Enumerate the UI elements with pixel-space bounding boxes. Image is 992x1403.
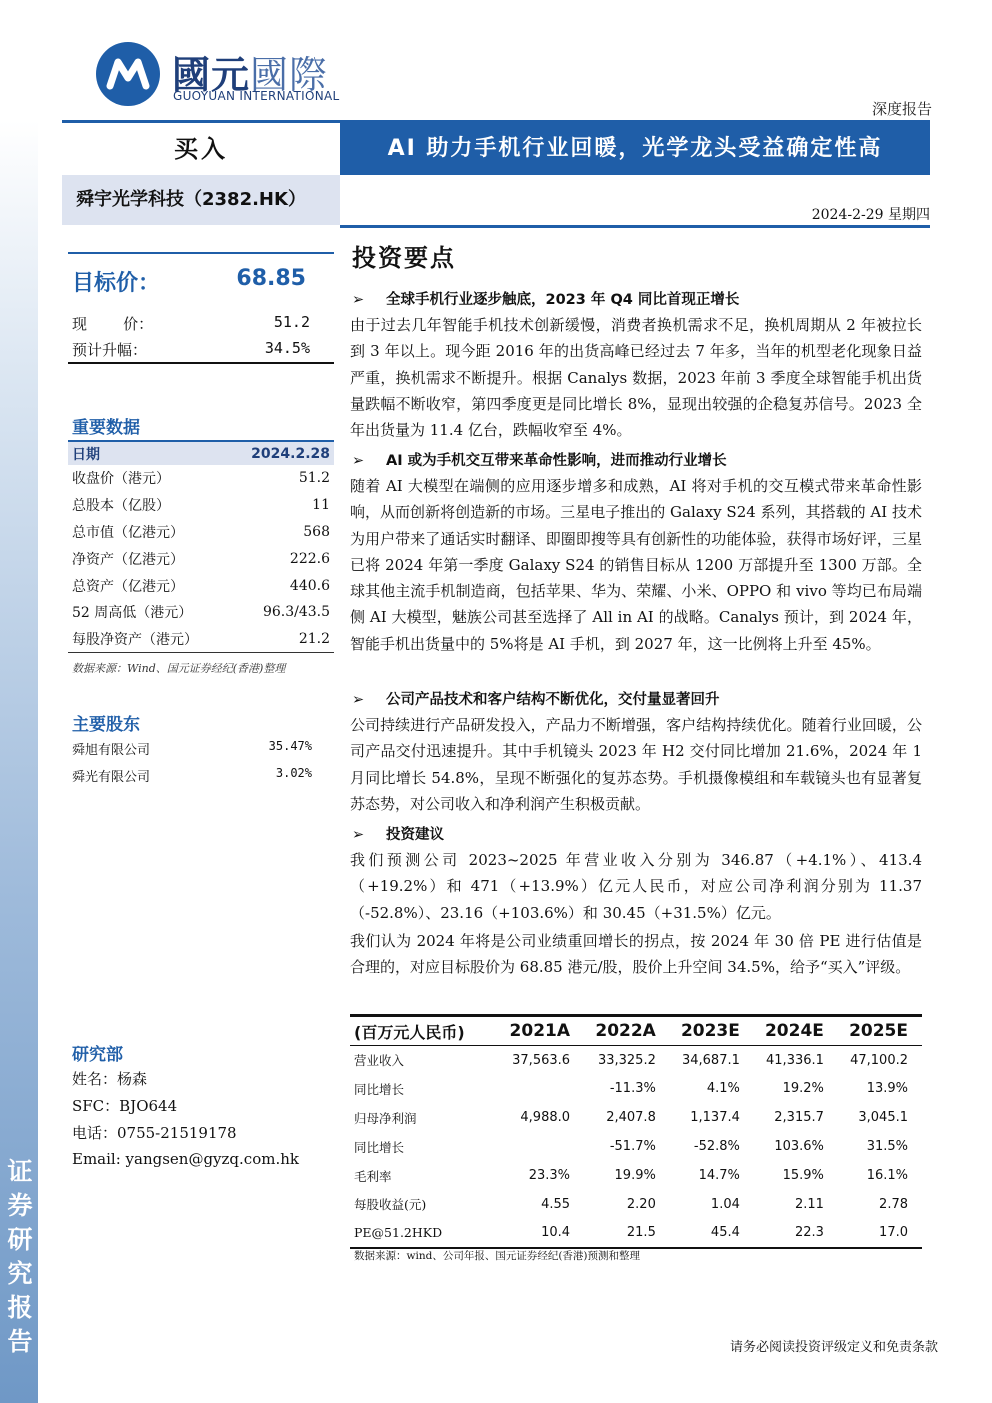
table-row: 总资产（亿港元） 440.6 — [72, 577, 330, 595]
table-row: 同比增长 -11.3% 4.1% 19.2% 13.9% — [354, 1081, 908, 1097]
research-heading: 研究部 — [72, 1045, 123, 1065]
price-divider-top — [68, 252, 334, 254]
analyst-phone: 电话：0755-21519178 — [72, 1124, 237, 1142]
target-price-value: 68.85 — [236, 266, 306, 291]
key-data-table — [68, 440, 334, 653]
table-row: 毛利率 23.3% 19.9% 14.7% 15.9% 16.1% — [354, 1168, 908, 1184]
shareholders-heading: 主要股东 — [72, 715, 140, 735]
disclaimer-footer: 请务必阅读投资评级定义和免责条款 — [729, 1340, 938, 1355]
current-price-value: 51.2 — [273, 313, 310, 331]
financial-source: 数据来源：wind、公司年报、国元证券经纪(香港)预测和整理 — [354, 1250, 641, 1262]
arrow-icon: ➢ — [352, 453, 365, 469]
table-row: 归母净利润 4,988.0 2,407.8 1,137.4 2,315.7 3,045.1 — [354, 1110, 908, 1126]
report-type: 深度报告 — [871, 100, 932, 118]
table-row: 总市值（亿港元） 568 — [72, 523, 330, 541]
key-data-header-label: 日期 — [68, 441, 227, 465]
side-strip — [0, 120, 38, 1403]
table-row: 52 周高低（港元） 96.3/43.5 — [72, 604, 330, 622]
key-data-heading: 重要数据 — [72, 418, 140, 438]
upside-label: 预计升幅： — [72, 341, 148, 359]
analyst-email[interactable]: Email: yangsen@gyzq.com.hk — [72, 1150, 299, 1168]
key-data-header-value: 2024.2.28 — [227, 441, 334, 465]
logo-mark-icon — [96, 42, 160, 106]
logo-name-en: GUOYUAN INTERNATIONAL — [173, 89, 340, 103]
key-data-header-row — [68, 441, 334, 465]
arrow-icon: ➢ — [352, 692, 365, 708]
table-row: 收盘价（港元） 51.2 — [72, 470, 330, 488]
bullet-heading: ➢ 全球手机行业逐步触底，2023 年 Q4 同比首现正增长 — [352, 292, 740, 308]
financial-forecast-table — [350, 1014, 922, 1249]
company-name: 舜宇光学科技（2382.HK） — [62, 175, 340, 225]
company-logo — [96, 42, 346, 108]
table-row: 总股本（亿股） 11 — [72, 497, 330, 515]
rating-badge: 买入 — [62, 123, 340, 175]
bullet-heading: ➢ 投资建议 — [352, 827, 444, 843]
bullet-heading: ➢ AI 或为手机交互带来革命性影响，进而推动行业增长 — [352, 453, 727, 469]
upside-value: 34.5% — [264, 339, 310, 357]
current-price — [72, 313, 318, 335]
report-date: 2024-2-29 星期四 — [811, 207, 930, 223]
paragraph: 我们预测公司 2023~2025 年营业收入分别为 346.87（+4.1%）、413.4（+19.2%）和 471（+13.9%）亿元人民币，对应公司净利润分别为 11.37（-52.8%）、23.16（+103.6%）和 30.45（+31.5%）亿元。 — [350, 851, 922, 922]
report-title: AI 助力手机行业回暖，光学龙头受益确定性高 — [340, 123, 930, 175]
table-row: 同比增长 -51.7% -52.8% 103.6% 31.5% — [354, 1139, 908, 1155]
table-row: PE@51.2HKD 10.4 21.5 45.4 22.3 17.0 — [350, 1219, 922, 1248]
paragraph: 随着 AI 大模型在端侧的应用逐步增多和成熟，AI 将对手机的交互模式带来革命性影响，从而创新将创造新的市场。三星电子推出的 Galaxy S24 系列，其搭载的 AI 技术为用户带来了通话实时翻译、即圈即搜等具有创新性的功能体验，获得市场好评，三星已将 2024 年第一季度 Galaxy S24 的销售目标从 1200 万部提升至 1300 万部。全球其他主流手机制造商，包括苹果、华为、荣耀、小米、OPPO 和 vivo 等均已布局端侧 AI 大模型，魅族公司甚至选择了 All in AI 的战略。Canalys 预计，到 2024 年，智能手机出货量中的 5%将是 AI 手机，到 2027 年，这一比例将上升至 45%。 — [350, 477, 922, 653]
arrow-icon: ➢ — [352, 292, 365, 308]
price-divider-bottom — [68, 362, 334, 364]
side-label: 证 券 研 究 报 告 — [7, 1157, 33, 1356]
paragraph: 由于过去几年智能手机技术创新缓慢，消费者换机需求不足，换机周期从 2 年被拉长到 3 年以上。现今距 2016 年的出货高峰已经过去 7 年多，当年的机型老化现象日益严重，换机需求不断提升。根据 Canalys 数据，2023 年前 3 季度全球智能手机出货量跌幅不断收窄，第四季度更是同比增长 8%，显现出较强的企稳复苏信号。2023 全年出货量为 11.4 亿台，跌幅收窄至 4%。 — [350, 316, 922, 440]
date-divider — [340, 225, 930, 228]
target-price-label: 目标价： — [72, 271, 161, 296]
current-price-label: 现 价： — [72, 315, 154, 333]
table-row: 营业收入 37,563.6 33,325.2 34,687.1 41,336.1 47,100.2 — [354, 1052, 908, 1069]
upside — [72, 339, 318, 361]
table-row: 每股净资产（港元） 21.2 — [68, 626, 334, 653]
arrow-icon: ➢ — [352, 827, 365, 843]
shareholder-row: 舜旭有限公司 35.47% — [72, 739, 312, 758]
analyst-name: 姓名：杨森 — [72, 1070, 148, 1088]
table-row: 每股收益(元) 4.55 2.20 1.04 2.11 2.78 — [354, 1196, 908, 1213]
shareholder-row: 舜光有限公司 3.02% — [72, 766, 312, 785]
table-row: 净资产（亿港元） 222.6 — [72, 550, 330, 568]
analyst-sfc: SFC：BJO644 — [72, 1097, 178, 1115]
key-data-source: 数据来源：Wind、国元证券经纪(香港)整理 — [72, 662, 286, 675]
table-header-row: (百万元人民币) 2021A 2022A 2023E 2024E 2025E — [350, 1016, 922, 1046]
logo-name-cn: 國元國際 — [172, 53, 329, 97]
bullet-heading: ➢ 公司产品技术和客户结构不断优化，交付量显著回升 — [352, 692, 720, 708]
main-title: 投资要点 — [352, 244, 456, 272]
paragraph: 公司持续进行产品研发投入，产品力不断增强，客户结构持续优化。随着行业回暖，公司产品交付迅速提升。其中手机镜头 2023 年 H2 交付同比增加 21.6%，2024 年 1 月同比增长 54.8%，呈现不断强化的复苏态势。手机摄像模组和车载镜头也有显著复苏态势，对公司收入和净利润产生积极贡献。 — [350, 716, 922, 813]
paragraph: 我们认为 2024 年将是公司业绩重回增长的拐点，按 2024 年 30 倍 PE 进行估值是合理的，对应目标股价为 68.85 港元/股，股价上升空间 34.5%，给予“买入”评级。 — [350, 932, 922, 977]
target-price — [72, 266, 334, 300]
